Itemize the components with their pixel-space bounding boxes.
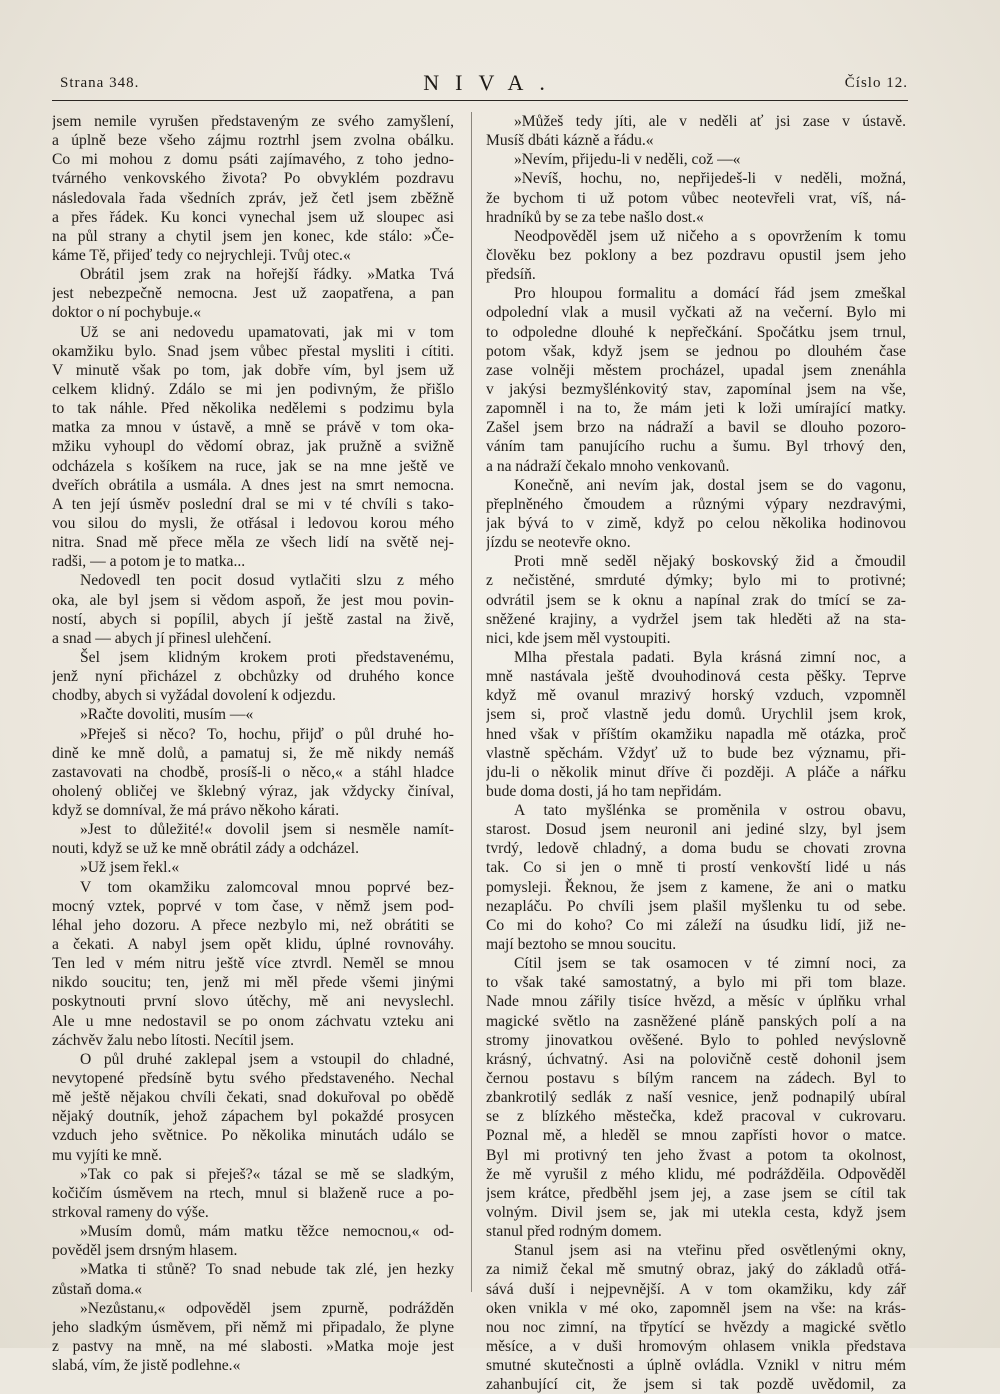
text-line: záchvěv žalu nebo lítosti. Necítil jsem. bbox=[52, 1031, 295, 1049]
text-line: zůstaň doma.« bbox=[52, 1280, 143, 1298]
text-line: v jakýsi bezmyšlénkovitý stav, zapomínal jsem na vše, bbox=[486, 380, 906, 398]
text-line: Neodpověděl jsem už ničeho a s opovržením k tomu bbox=[514, 227, 906, 245]
text-line: krásný, úchvatný. Asi na polovičně cestě dohonil jsem bbox=[486, 1050, 906, 1068]
page-header bbox=[60, 68, 908, 98]
text-line: stromy jinovatkou ověšené. Bylo to pohled nevýslovně bbox=[486, 1031, 906, 1049]
text-line: mají beztoho se mnou soucitu. bbox=[486, 936, 677, 954]
text-line: Pro hloupou formalitu a domácí řád jsem zmeškal bbox=[514, 285, 906, 303]
text-line: oholený obličej ve šklebný výraz, jak vždycky činíval, bbox=[52, 782, 454, 800]
text-line: »Nevím, přijedu-li v neděli, což —« bbox=[514, 151, 741, 169]
text-line: dveřích obrátila a usmála. A dnes jest na smrt nemocna. bbox=[52, 476, 454, 494]
right-text-column bbox=[486, 112, 906, 1394]
text-line: člověku bez poklony a bez pozdravu opustil jsem jeho bbox=[486, 246, 906, 264]
text-line: celkem klidný. Zdálo se mi jen podivným, že přišlo bbox=[52, 380, 454, 398]
text-line: okamžiku bylo. Snad jsem vůbec přestal mysliti i cítiti. bbox=[52, 342, 454, 360]
text-line: oken vnikla v mé oko, zapomněl jsem na vše: na krás- bbox=[486, 1299, 906, 1317]
text-line: Zašel jsem brzo na nádraží a bavil se dlouho pozoro- bbox=[486, 419, 906, 437]
text-line: Nade mnou zářily tisíce hvězd, a měsíc v úplňku vrhal bbox=[486, 993, 906, 1011]
text-line: mu vyjíti ke mně. bbox=[52, 1146, 163, 1164]
text-line: z pastvy na mně, na mé slabosti. »Matka moje jest bbox=[52, 1338, 454, 1355]
column-divider bbox=[471, 112, 472, 1292]
text-line: V tom okamžiku zalomcoval mnou poprvé bez- bbox=[80, 878, 454, 896]
text-line: Už se ani nedovedu upamatovati, jak mi v tom bbox=[80, 323, 454, 341]
text-line: na půl strany a chytil jsem jen konec, kde stálo: »Če- bbox=[52, 227, 454, 245]
text-line: Mlha přestala padati. Byla krásná zimní noc, a bbox=[514, 648, 906, 666]
page-number: Strana 348. bbox=[60, 74, 140, 91]
text-line: když mě ovanul mrazivý horský vzduch, vzpomněl bbox=[486, 687, 906, 705]
text-line: V minutě však po tom, jak dobře vím, byl jsem už bbox=[52, 361, 454, 379]
text-line: »Už jsem řekl.« bbox=[80, 859, 180, 877]
magazine-title: NIVA. bbox=[423, 70, 561, 95]
text-line: jsem krátce, předběhl jsem jej, a zase jsem se cítil tak bbox=[486, 1184, 906, 1202]
text-line: předsíň. bbox=[486, 266, 536, 284]
text-line: následovala řada všedních zpráv, jež četl jsem zběžně bbox=[52, 189, 454, 207]
text-line: jak bývá to v zimě, když po celou několika hodinovou bbox=[486, 514, 906, 532]
text-line: hned však v příštím okamžiku napadla mě otázka, proč bbox=[486, 725, 906, 743]
text-line: nouti, když se už ke mně obrátil zády a odcházel. bbox=[52, 840, 359, 858]
text-line: strkoval rameny do výše. bbox=[52, 1204, 209, 1222]
text-line: a na nádraží čekalo mnoho venkovanů. bbox=[486, 457, 730, 475]
text-line: oka, ale byl jsem si vědom aspoň, že jest mou povin- bbox=[52, 591, 454, 609]
text-line: Obrátil jsem zrak na hořejší řádky. »Matka Tvá bbox=[80, 266, 454, 284]
text-line: »Musím domů, mám matku těžce nemocnou,« od- bbox=[80, 1223, 454, 1241]
text-line: Co mi do koho? Co mi záleží na úsudku lidí, již ne- bbox=[486, 916, 906, 934]
text-line: nou noc zimní, na třpytící se hvězdy a magické světlo bbox=[486, 1318, 906, 1336]
text-line: mně nastávala ještě dvouhodinová cesta pěšky. Teprve bbox=[486, 668, 906, 686]
text-line: mě ještě nějakou chvíli čekati, snad dokuřoval po obědě bbox=[52, 1089, 454, 1107]
text-line: zase volněji městem procházel, upadal jsem znenáhla bbox=[486, 361, 906, 379]
text-line: jest nebezpečně nemocna. Jest už zaopatřena, a pan bbox=[52, 285, 454, 303]
text-line: »Nevíš, hochu, no, nepřijedeš-li v neděli, možná, bbox=[514, 170, 906, 188]
text-line: jsem si, proč vlastně jedu domů. Urychlil jsem krok, bbox=[486, 706, 906, 724]
text-line: tak. Co si jen o mně ti prostí venkovští lidé u nás bbox=[486, 859, 906, 877]
text-line: jízdu se neotevře okno. bbox=[486, 534, 631, 552]
text-line: vlastně spěchám. Vždyť už to bude bez významu, při- bbox=[486, 744, 906, 762]
text-line: Stanul jsem asi na vteřinu před osvětlenými okny, bbox=[514, 1242, 906, 1260]
text-line: odvrátil jsem se k oknu a napínal zrak do tmící se za- bbox=[486, 591, 906, 609]
text-line: pověděl jsem drsným hlasem. bbox=[52, 1242, 238, 1260]
text-line: to tak náhle. Před několika nedělemi s podzimu byla bbox=[52, 400, 454, 418]
text-line: matka za mnou v ústavě, a mně se právě v tom oka- bbox=[52, 419, 454, 437]
text-line: smutné skutečnosti a úplně ovládla. Vznikl v nitru mém bbox=[486, 1357, 906, 1375]
text-line: ností, abych si popílil, abych jí ještě zastal na živě, bbox=[52, 610, 454, 628]
text-line: nitra. Snad mě přece měla ze všech lidí na světě nej- bbox=[52, 534, 454, 552]
text-line: »Přeješ si něco? To, hochu, přijď o půl druhé ho- bbox=[80, 725, 454, 743]
text-line: Musíš dbáti kázně a řádu.« bbox=[486, 132, 654, 150]
text-line: jenž nyní přicházel z obchůzky od druhého konce bbox=[52, 668, 454, 686]
text-line: nějaký doutník, jehož zápachem byl pokaždé prosycen bbox=[52, 1108, 454, 1126]
text-line: A tato myšlénka se proměnila v ostrou obavu, bbox=[514, 802, 906, 820]
text-line: vou silou do mysli, že otřásal i ledovou korou mého bbox=[52, 514, 454, 532]
text-line: jdu-li o několik minut dříve či později. A pláče a nářku bbox=[486, 763, 906, 781]
text-line: zapomněl i na to, že mám jeti k loži umírající matky. bbox=[486, 400, 906, 418]
text-line: a přes řádek. Ku konci vynechal jsem už sloupec asi bbox=[52, 208, 454, 226]
text-line: a čekati. A nabyl jsem opět klidu, úplné rovnováhy. bbox=[52, 936, 454, 954]
text-line: slabá, vím, že jistě podlehne.« bbox=[52, 1357, 241, 1375]
text-line: za nimiž čekal mě smutný obraz, jaký do základů otřá- bbox=[486, 1261, 906, 1279]
text-line: zbankrotilý sedlák z naší vesnice, jenž podnapilý ubíral bbox=[486, 1089, 906, 1107]
text-line: stanul před rodným domem. bbox=[486, 1223, 662, 1241]
text-line: černou postavu s bílým rancem na zádech. Byl to bbox=[486, 1070, 906, 1088]
text-line: Konečně, ani nevím jak, dostal jsem se do vagonu, bbox=[514, 476, 906, 494]
text-line: potom však, když jsem se jednou po dlouhém čase bbox=[486, 342, 906, 360]
text-line: doktor o ní pochybuje.« bbox=[52, 304, 201, 322]
text-line: »Jest to důležité!« dovolil jsem si nesměle namít- bbox=[80, 821, 454, 839]
text-line: poskytnouti první slovo útěchy, mě ani nevyslechl. bbox=[52, 993, 454, 1011]
text-line: odcházela s košíkem na ruce, jak se na mne ještě ve bbox=[52, 457, 454, 475]
text-line: pomysleji. Řeknou, že jsem z kamene, že ani o matku bbox=[486, 878, 906, 896]
text-line: nevytopené předsíně bytu svého představeného. Nechal bbox=[52, 1070, 454, 1088]
text-line: sněžené krajiny, a vydržel jsem tak hleděti až na sta- bbox=[486, 610, 906, 628]
text-line: volným. Divil jsem se, jak mi utekla cesta, když jsem bbox=[486, 1204, 906, 1222]
text-line: tvrdý, ledově chladný, a doma budu se chovati zrovna bbox=[486, 840, 906, 858]
text-line: mocný vztek, poprvé v tom čase, v němž jsem pod- bbox=[52, 897, 454, 915]
text-line: odpolední vlak a musil vyčkati až na večerní. Bylo mi bbox=[486, 304, 906, 322]
text-line: mžiku vyhoupl do vědomí obraz, jak pružně a svižně bbox=[52, 438, 454, 456]
text-line: nezapláču. Po chvíli jsem plašil myšlenku tu od sebe. bbox=[486, 897, 906, 915]
text-line: »Račte dovoliti, musím —« bbox=[80, 706, 254, 724]
text-line: starost. Dosud jsem neuronil ani jediné slzy, byl jsem bbox=[486, 821, 906, 839]
header-rule bbox=[52, 100, 908, 101]
text-line: Cítil jsem se tak osamocen v té zimní noci, za bbox=[514, 955, 906, 973]
text-line: nikdo soucitu; ten, jenž mi měl přede všemi jinými bbox=[52, 974, 454, 992]
text-line: bude doma dosti, já ho tam nepřidám. bbox=[486, 782, 722, 800]
text-line: vzduch jeho světnice. Po několika minutách událo se bbox=[52, 1127, 454, 1145]
text-line: váním tam panujícího ruchu a šumu. Byl trhový den, bbox=[486, 438, 906, 456]
text-line: jeho sladkým úsměvem, při němž mi připadalo, že plyne bbox=[52, 1318, 454, 1336]
text-line: dině ke mně dolů, a pamatuj si, že mě nikdy nemáš bbox=[52, 744, 454, 762]
text-line: když se domníval, že má právo někoho kárati. bbox=[52, 802, 340, 820]
text-line: že bychom ti už potom vůbec neotevřeli vrat, víš, ná- bbox=[486, 189, 906, 207]
text-line: O půl druhé zaklepal jsem a vstoupil do chladné, bbox=[80, 1050, 454, 1068]
text-line: a snad — abych jí přinesl ulehčení. bbox=[52, 629, 272, 647]
text-line: Co mi mohou z domu psáti zajímavého, z toho jedno- bbox=[52, 151, 454, 169]
text-line: káme Tě, přijeď tedy co nejrychleji. Tvůj otec.« bbox=[52, 246, 351, 264]
text-line: Ten led v mém nitru ještě více ztvrdl. Neměl se mnou bbox=[52, 955, 454, 973]
text-line: magické světlo na zasněžené pláně panských polí a na bbox=[486, 1012, 906, 1030]
text-line: zastavovati na chodbě, prosíš-li o něco,« a stáhl hladce bbox=[52, 763, 454, 781]
text-line: Ale u mne nedostavil se po onom záchvatu vzteku ani bbox=[52, 1012, 454, 1030]
text-line: měsíce, a v duši hromovým ohlasem vnikla představa bbox=[486, 1338, 906, 1355]
text-line: že mě vyrušil z mého klidu, mé podrážděila. Odpověděl bbox=[486, 1165, 906, 1183]
text-line: jsem nemile vyrušen představeným ze svého zamyšlení, bbox=[52, 113, 454, 130]
text-line: »Matka ti stůně? To snad nebude tak zlé, jen hezky bbox=[80, 1261, 454, 1279]
left-text-column bbox=[52, 112, 454, 1375]
text-line: a úplně beze všeho zájmu roztrhl jsem zvolna obálku. bbox=[52, 132, 454, 150]
text-line: »Nezůstanu,« odpověděl jsem zpurně, podrážděn bbox=[80, 1299, 454, 1317]
text-line: sává duší i nejpevnější. A v tom okamžiku, kdy zář bbox=[486, 1280, 906, 1298]
text-line: A ten její úsměv poslední dral se mi v té chvíli s tako- bbox=[52, 495, 454, 513]
text-line: tvárného venkovského života? Po obvyklém pozdravu bbox=[52, 170, 454, 188]
text-line: »Tak co pak si přeješ?« tázal se mě se sladkým, bbox=[80, 1165, 454, 1183]
text-line: to však také samostatný, a bylo mi při tom blaze. bbox=[486, 974, 906, 992]
text-line: radši, — a potom je to matka... bbox=[52, 553, 246, 571]
text-line: zahanbující cit, že jsem si tak pozdě uvědomil, za bbox=[486, 1376, 906, 1394]
text-line: Šel jsem klidným krokem proti představenému, bbox=[80, 648, 454, 666]
text-line: Byl mi protivný ten jeho žvast a potom ta okolnost, bbox=[486, 1146, 906, 1164]
text-line: to odpoledne dlouhé k nepřečkání. Spočátku jsem trnul, bbox=[486, 323, 906, 341]
text-line: chodby, abych si vyžádal dovolení k odjezdu. bbox=[52, 687, 336, 705]
text-line: hradníků by se za tebe našlo dost.« bbox=[486, 208, 704, 226]
text-line: léhal jeho dozoru. A přece nezbylo mi, než obrátiti se bbox=[52, 916, 454, 934]
text-line: se z blízkého městečka, kdež pracoval v cukrovaru. bbox=[486, 1108, 906, 1126]
issue-number: Číslo 12. bbox=[844, 74, 908, 91]
text-line: Nedovedl ten pocit dosud vytlačiti slzu z mého bbox=[80, 572, 454, 590]
text-line: »Můžeš tedy jíti, ale v neděli ať jsi zase v ústavě. bbox=[514, 113, 906, 130]
text-line: z nečistěné, smrduté dýmky; bylo mi to protivné; bbox=[486, 572, 906, 590]
text-line: přeplněného čmoudem a různými výpary nezdravými, bbox=[486, 495, 906, 513]
text-line: Proti mně seděl nějaký boskovský žid a čmoudil bbox=[514, 553, 906, 571]
text-line: nici, kde jsem měl vystoupiti. bbox=[486, 629, 671, 647]
text-line: kočičím úsměvem na rtech, mnul si blaženě ruce a po- bbox=[52, 1184, 454, 1202]
text-line: Poznal mě, a hleděl se mnou zapřísti hovor o matce. bbox=[486, 1127, 906, 1145]
